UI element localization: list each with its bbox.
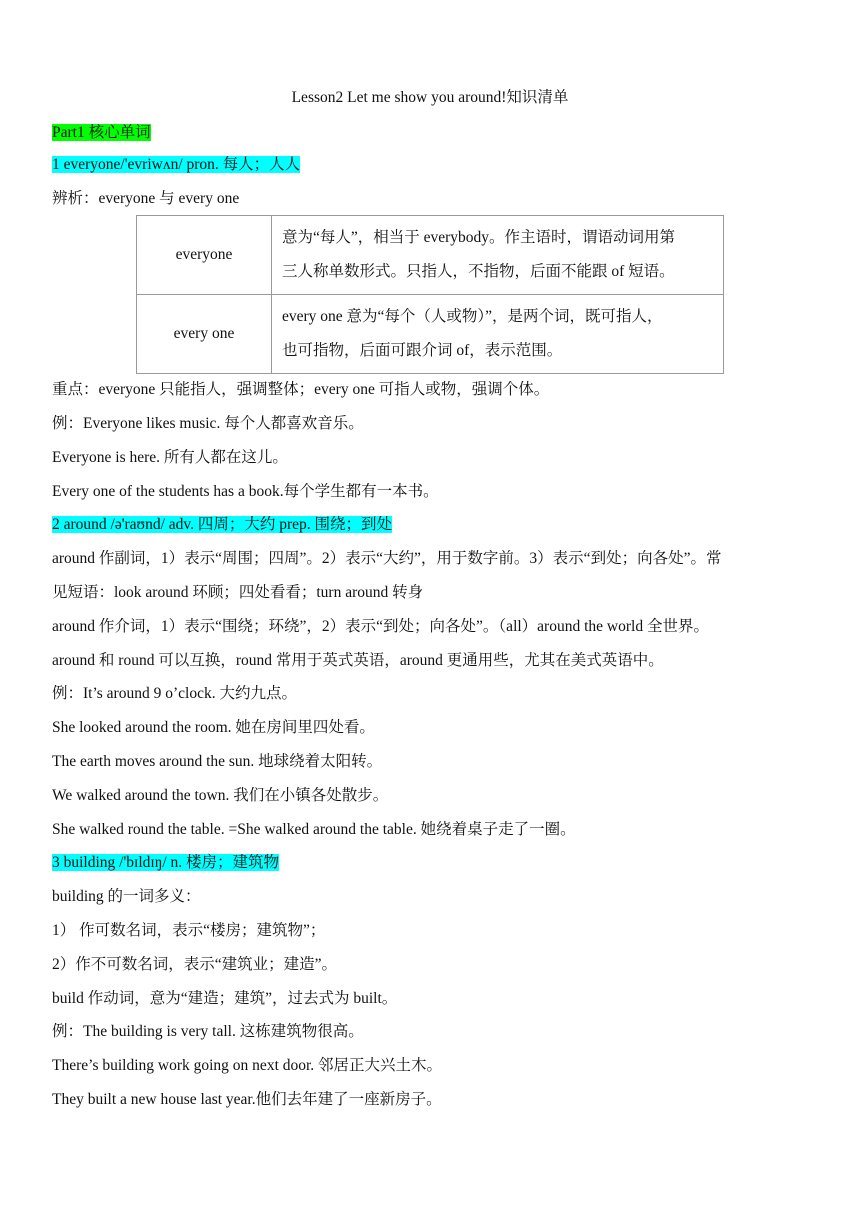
example-line: She walked round the table. =She walked around the table. 她绕着桌子走了一圈。 bbox=[52, 821, 576, 838]
table-desc bbox=[272, 295, 724, 374]
example-line: 例：The building is very tall. 这栋建筑物很高。 bbox=[52, 1023, 364, 1040]
table-term: everyone bbox=[137, 216, 272, 295]
example-line: We walked around the town. 我们在小镇各处散步。 bbox=[52, 787, 389, 804]
table-desc bbox=[272, 216, 724, 295]
example-line: 例：Everyone likes music. 每个人都喜欢音乐。 bbox=[52, 415, 364, 432]
example-line: She looked around the room. 她在房间里四处看。 bbox=[52, 719, 375, 736]
table-row bbox=[137, 216, 724, 295]
analysis-line: 辨析：everyone 与 every one bbox=[52, 190, 240, 207]
word-heading bbox=[52, 851, 279, 875]
example-line: They built a new house last year.他们去年建了一座新房子。 bbox=[52, 1091, 442, 1108]
example-line: 例：It’s around 9 o’clock. 大约九点。 bbox=[52, 685, 297, 702]
word3-heading: 3 building /'bɪldɪŋ/ n. 楼房；建筑物 bbox=[52, 854, 280, 871]
comparison-table bbox=[136, 215, 724, 374]
explanation-line: around 作介词，1）表示“围绕；环绕”，2）表示“到处；向各处”。（all）around the world 全世界。 bbox=[52, 618, 709, 635]
word1-heading: 1 everyone/'evriwʌn/ pron. 每人；人人 bbox=[52, 156, 301, 173]
example-line: There’s building work going on next door. 邻居正大兴土木。 bbox=[52, 1057, 443, 1074]
explanation-line: 见短语：look around 环顾；四处看看；turn around 转身 bbox=[52, 584, 424, 601]
word2-heading: 2 around /ə'raʊnd/ adv. 四周；大约 prep. 围绕；到处 bbox=[52, 516, 393, 533]
example-line: Everyone is here. 所有人都在这儿。 bbox=[52, 449, 288, 466]
meaning-line: 1） 作可数名词，表示“楼房；建筑物”； bbox=[52, 922, 326, 939]
table-row bbox=[137, 295, 724, 374]
explanation-line: building 的一词多义： bbox=[52, 888, 201, 905]
table-desc-line: 三人称单数形式。只指人，不指物，后面不能跟 of 短语。 bbox=[282, 263, 675, 280]
explanation-line: around 作副词，1）表示“周围；四周”。2）表示“大约”，用于数字前。3）表示“到处；向各处”。常 bbox=[52, 550, 722, 567]
example-line: The earth moves around the sun. 地球绕着太阳转。 bbox=[52, 753, 383, 770]
table-desc-line: 意为“每人”，相当于 everybody。作主语时，谓语动词用第 bbox=[282, 229, 676, 246]
example-line: Every one of the students has a book.每个学生都有一本书。 bbox=[52, 483, 439, 500]
explanation-line: around 和 round 可以互换，round 常用于英式英语，around 更通用些，尤其在美式英语中。 bbox=[52, 652, 664, 669]
page-title: Lesson2 Let me show you around!知识清单 bbox=[291, 89, 569, 106]
table-desc-line: 也可指物，后面可跟介词 of，表示范围。 bbox=[282, 342, 563, 359]
part1-heading: Part1 核心单词 bbox=[52, 124, 151, 141]
word-heading bbox=[52, 513, 392, 537]
section-heading bbox=[52, 121, 151, 145]
word-heading bbox=[52, 153, 300, 177]
table-term: every one bbox=[137, 295, 272, 374]
meaning-line: 2）作不可数名词，表示“建筑业；建造”。 bbox=[52, 956, 338, 973]
table-desc-line: every one 意为“每个（人或物）”，是两个词，既可指人， bbox=[282, 308, 663, 325]
explanation-line: build 作动词，意为“建造；建筑”，过去式为 built。 bbox=[52, 990, 398, 1007]
key-point: 重点：everyone 只能指人，强调整体；every one 可指人或物，强调个体。 bbox=[52, 381, 550, 398]
